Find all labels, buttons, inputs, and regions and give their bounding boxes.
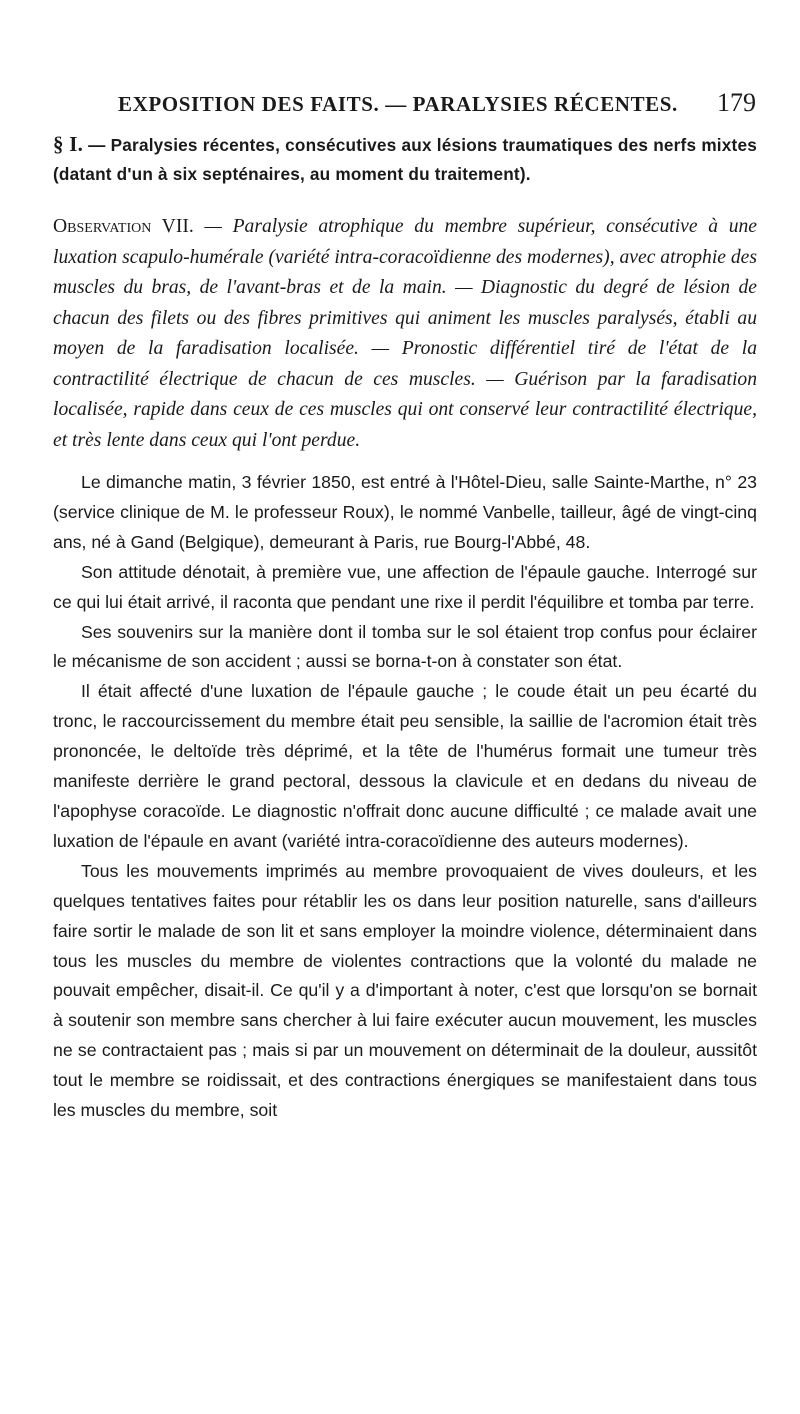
paragraph: Il était affecté d'une luxation de l'épaule gauche ; le coude était un peu écarté du tronc, le raccourcissement du membre était peu sensible, la saillie de l'acromion était très prononcée, le deltoïde très déprimé, et la tête de l'humérus formait une tumeur très manifeste derrière le grand pectoral, dessous la clavicule et en dedans du niveau de l'apophyse coracoïde. Le diagnostic n'offrait donc aucune difficulté ; ce malade avait une luxation de l'épaule en avant (variété intra-coracoïdienne des auteurs modernes). — [53, 681, 757, 851]
section-mark: § I. — [53, 132, 84, 156]
paragraph: Son attitude dénotait, à première vue, une affection de l'épaule gauche. Interrogé sur ce qui lui était arrivé, il raconta que pendant une rixe il perdit l'équilibre et tomba par terre. — [53, 561, 757, 612]
paragraph: Tous les mouvements imprimés au membre provoquaient de vives douleurs, et les quelques tentatives faites pour rétablir les os dans leur position naturelle, sans d'ailleurs faire sortir le malade de son lit et sans employer la moindre violence, déterminaient dans tous les muscles du membre de violentes contractions que la volonté du malade ne pouvait empêcher, disait-il. Ce qu'il y a d'important à noter, c'est que lorsqu'on se bornait à soutenir son membre sans chercher à lui faire exécuter aucun mouvement, les muscles ne se contractaient pas ; mais si par un mouvement on déterminait de la douleur, aussitôt tout le membre se roidissait, et des contractions énergiques se manifestaient dans tous les muscles du membre, soit — [53, 860, 757, 1121]
paragraph: Ses souvenirs sur la manière dont il tomba sur le sol étaient trop confus pour éclairer le mécanisme de son accident ; aussi se borna-t-on à constater son état. — [53, 621, 757, 672]
section-heading-text: — Paralysies récentes, consécutives aux lésions traumatiques des nerfs mixtes (datant d'un à six septénaires, au moment du traitement). — [53, 135, 757, 184]
page-number: 179 — [717, 88, 756, 117]
running-title: EXPOSITION DES FAITS. — PARALYSIES RÉCENTES. — [118, 92, 678, 116]
observation-summary-text: — Paralysie atrophique du membre supérieur, consécutive à une luxation scapulo-humérale (variété intra-coracoïdienne des modernes), avec atrophie des muscles du bras, de l'avant-bras et de la main. — Diagnostic du degré de lésion de chacun des filets ou des fibres primitives qui animent les muscles paralysés, établi au moyen de la faradisation localisée. — Pronostic différentiel tiré de l'état de la contractilité électrique de chacun de ces muscles. — Guérison par la faradisation localisée, rapide dans ceux de ces muscles qui ont conservé leur contractilité électrique, et très lente dans ceux qui l'ont perdue. — [53, 216, 758, 451]
body-text — [53, 130, 757, 1126]
observation-label: Observation VII. — [53, 216, 194, 237]
section-heading — [53, 130, 757, 189]
paragraph: Le dimanche matin, 3 février 1850, est entré à l'Hôtel-Dieu, salle Sainte-Marthe, n° 23 (service clinique de M. le professeur Roux), le nommé Vanbelle, tailleur, âgé de vingt-cinq ans, né à Gand (Belgique), demeurant à Paris, rue Bourg-l'Abbé, 48. — [53, 472, 757, 552]
observation-summary — [53, 212, 757, 456]
running-head — [118, 88, 758, 122]
